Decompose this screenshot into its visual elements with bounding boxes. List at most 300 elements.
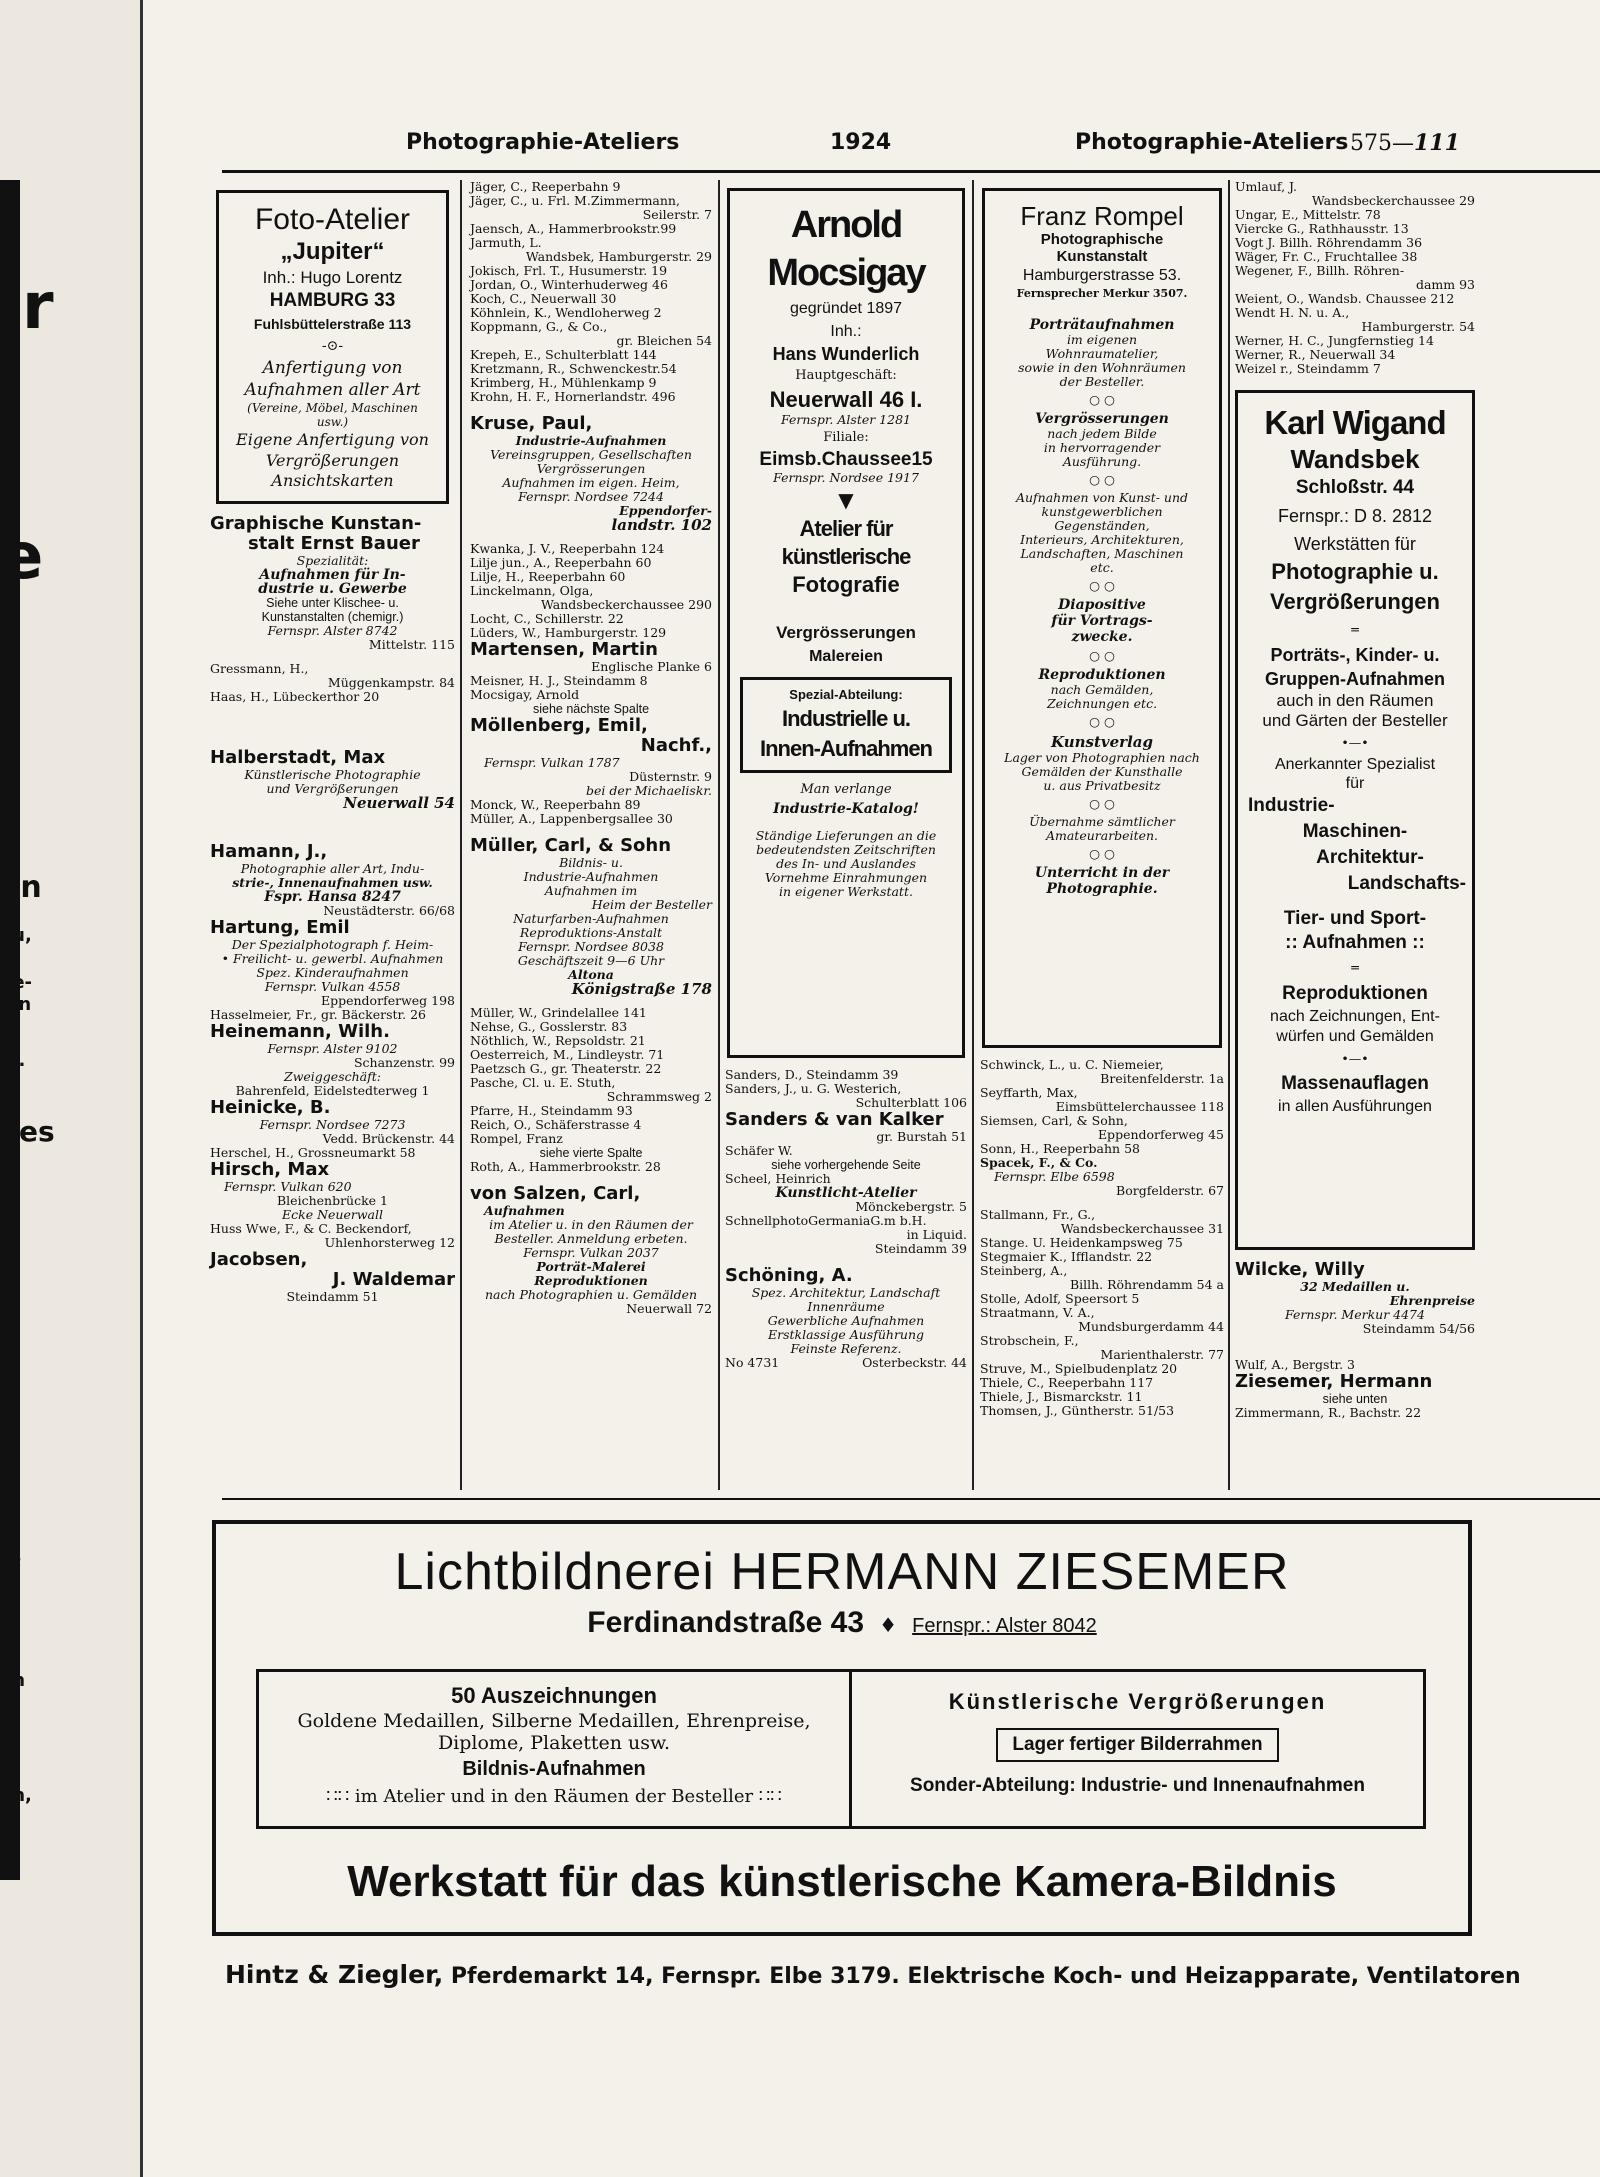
ad-text: Neuerwall 46 I. (769, 387, 923, 412)
entry-detail: Fernspr. Vulkan 4558 (264, 979, 401, 994)
ad-text: in eigener Werkstatt. (779, 884, 913, 899)
ad-text: Schloßstr. 44 (1295, 477, 1415, 498)
entry: Marienthalerstr. 77 (1100, 1347, 1224, 1362)
ad-text: Gemälden der Kunsthalle (1021, 764, 1183, 779)
entry-detail: Naturfarben-Aufnahmen (513, 911, 669, 926)
fragment: ır (0, 270, 54, 344)
entry: Müller, W., Grindelallee 141 (470, 1005, 647, 1020)
entry: Werner, H. C., Jungfernstieg 14 (1235, 333, 1434, 348)
previous-page-strip (0, 0, 143, 2177)
ornament: ○ ○ (1089, 472, 1115, 487)
fragment: B (0, 605, 14, 626)
ad-text: Porträts-, Kinder- u. (1270, 645, 1440, 665)
entry-detail: Fernspr. Alster 8742 (267, 623, 398, 638)
fragment: en (0, 870, 42, 905)
entry: gr. Bleichen 54 (616, 333, 712, 348)
entry-detail: Englische Planke 6 (591, 659, 712, 674)
ad-text: Ansichtskarten (271, 471, 394, 490)
ad-text: Eimsb.Chaussee15 (759, 449, 933, 470)
entry: Müller, A., Lappenbergsallee 30 (470, 811, 673, 826)
fragment: u (0, 950, 13, 971)
header-rule (222, 170, 1600, 173)
ad-text: Vornehme Einrahmungen (764, 870, 928, 885)
entry: Struve, M., Spielbudenplatz 20 (980, 1361, 1178, 1376)
ad-text: Kunstanstalt (1056, 248, 1148, 265)
entry-name: Möllenberg, Emil, (470, 715, 648, 736)
ad-text: Landschaften, Maschinen (1020, 546, 1184, 561)
entry-detail: 32 Medaillen u. (1300, 1279, 1410, 1294)
footer-text: Pferdemarkt 14, Fernspr. Elbe 3179. Elektrische Koch- und Heizapparate, Ventilatoren (443, 1964, 1521, 1989)
entry-detail: Spezialität: (296, 553, 369, 568)
entry: damm 93 (1415, 277, 1475, 292)
entry: Ungar, E., Mittelstr. 78 (1235, 207, 1381, 222)
entry-detail: Neuerwall 54 (343, 794, 455, 812)
entry: Kwanka, J. V., Reeperbahn 124 (470, 541, 665, 556)
entry-detail: gr. Burstah 51 (876, 1129, 967, 1144)
entry-detail: Altona (568, 967, 614, 982)
entry-detail: Bildnis- u. (559, 855, 623, 870)
entry-name: Heinemann, Wilh. (210, 1021, 390, 1042)
entry-name: Jacobsen, (210, 1249, 308, 1270)
entry: Straatmann, V. A., (980, 1305, 1095, 1320)
column-rule (460, 180, 462, 1490)
entry-detail: Neustädterstr. 66/68 (323, 903, 455, 918)
entry-detail: Photographie aller Art, Indu- (240, 861, 425, 876)
fragment: ı (0, 1016, 7, 1037)
ad-text: Hans Wunderlich (772, 344, 920, 364)
fragment: ol. (0, 1050, 26, 1071)
entry: Vogt J. Billh. Röhrendamm 36 (1235, 235, 1423, 250)
entry: Pasche, Cl. u. E. Stuth, (470, 1075, 616, 1090)
entry-detail: Aufnahmen im (544, 883, 638, 898)
entry: Jäger, C., Reeperbahn 9 (470, 179, 621, 194)
entry-name: Wilcke, Willy (1235, 1259, 1365, 1280)
entry-detail: siehe unten (1322, 1392, 1388, 1406)
entry-detail: Ecke Neuerwall (282, 1207, 383, 1222)
entry: Sanders, D., Steindamm 39 (725, 1067, 899, 1082)
ornament: ○ ○ (1089, 796, 1115, 811)
entry: Eimsbüttelerchaussee 118 (1055, 1099, 1224, 1114)
ad-text: Vergrösserungen (776, 623, 916, 642)
entry: Linckelmann, Olga, (470, 583, 594, 598)
ad-text: im eigenen (1066, 332, 1138, 347)
ad-text: u. aus Privatbesitz (1043, 778, 1161, 793)
entry: Schäfer W. (725, 1143, 793, 1158)
entry-detail: Der Spezialphotograph f. Heim- (231, 937, 434, 952)
entry-detail: Schanzenstr. 99 (353, 1055, 455, 1070)
entry-detail: Düsternstr. 9 (629, 769, 712, 784)
entry: Billh. Röhrendamm 54 a (1069, 1277, 1224, 1292)
ad-text: Wandsbek (1290, 444, 1420, 474)
ad-text: Vergrößerungen (1270, 589, 1440, 614)
entry-detail: Feinste Referenz. (790, 1341, 902, 1356)
entry: Sanders, J., u. G. Westerich, (725, 1081, 902, 1096)
ad-text: kunstgewerblichen (1041, 504, 1163, 519)
entry-detail: • Freilicht- u. gewerbl. Aufnahmen (221, 951, 444, 966)
entry-detail: Steindamm 54/56 (1362, 1321, 1475, 1336)
ad-text: für Vortrags- (1051, 613, 1153, 629)
ad-name: „Jupiter“ (280, 238, 385, 265)
ad-text: der Besteller. (1059, 374, 1145, 389)
entry-detail: Aufnahmen für In- (259, 567, 406, 583)
entry-detail: Königstraße 178 (571, 980, 712, 998)
entry: Köhnlein, K., Wendloherweg 2 (470, 305, 662, 320)
entry: Stallmann, Fr., G., (980, 1207, 1096, 1222)
ad-text: ∷∷ im Atelier und in den Räumen der Besteller ∷∷ (326, 1786, 782, 1807)
ornament: •—• (1341, 1051, 1369, 1066)
ad-text: Innen-Aufnahmen (760, 736, 932, 761)
entry: Kretzmann, R., Schwenckestr.54 (470, 361, 677, 376)
ad-text: Lager von Photographien nach (1004, 750, 1200, 765)
entry-detail: Gewerbliche Aufnahmen (767, 1313, 925, 1328)
entry-name: J. Waldemar (332, 1269, 455, 1290)
entry: Koch, C., Neuerwall 30 (470, 291, 617, 306)
ad-text: Industrielle u. (781, 706, 911, 731)
entry-detail: Bahrenfeld, Eidelstedterweg 1 (235, 1083, 430, 1098)
entry: Viercke G., Rathhausstr. 13 (1235, 221, 1409, 236)
entry: Thiele, J., Bismarckstr. 11 (980, 1389, 1143, 1404)
directory-page (140, 0, 1600, 2177)
entry: Wendt H. N. u. A., (1235, 305, 1350, 320)
fragment: ıie- (0, 972, 33, 993)
entry: Wegener, F., Billh. Röhren- (1235, 263, 1405, 278)
ornament: ○ ○ (1089, 392, 1115, 407)
ad-text: (Vereine, Möbel, Maschinen (247, 401, 418, 415)
ad-text: Aufnahmen aller Art (244, 380, 421, 400)
entry: Strobschein, F., (980, 1333, 1079, 1348)
fragment: en, (0, 1785, 32, 1806)
column-4 (980, 180, 1224, 1418)
entry-detail: Steindamm 51 (286, 1289, 379, 1304)
ad-title: Lichtbildnerei HERMANN ZIESEMER (394, 1543, 1290, 1601)
ad-text: Interieurs, Architekturen, (1020, 532, 1184, 547)
ad-text: Ausführung. (1062, 454, 1142, 469)
entry-name: Müller, Carl, & Sohn (470, 835, 672, 856)
entry: Mundsburgerdamm 44 (1078, 1319, 1224, 1334)
entry-detail: Mittelstr. 115 (368, 637, 455, 652)
entry-detail: dustrie u. Gewerbe (258, 581, 407, 597)
ad-text: Photographie u. (1271, 559, 1439, 584)
entry-list (470, 180, 712, 404)
column-rule (1228, 180, 1230, 1490)
entry: Wulf, A., Bergstr. 3 (1235, 1357, 1355, 1372)
ad-text: Photographie. (1046, 881, 1158, 897)
entry-name: Sanders & van Kalker (725, 1109, 944, 1130)
ad-text: Diapositive (1058, 597, 1146, 613)
entry-detail: bei der Michaeliskr. (586, 783, 712, 798)
column-5 (1235, 180, 1475, 1420)
ad-street: Fuhlsbüttelerstraße 113 (253, 316, 412, 332)
entry-detail: Neuerwall 72 (626, 1301, 712, 1316)
ad-frame-label: Lager fertiger Bilderrahmen (996, 1728, 1278, 1762)
ad-text: Sonder-Abteilung: Industrie- und Innenaufnahmen (910, 1775, 1365, 1796)
entry-name: von Salzen, Carl, (470, 1183, 641, 1204)
entry: Stange. U. Heidenkampsweg 75 (980, 1235, 1183, 1250)
entry: Roth, A., Hammerbrookstr. 28 (470, 1159, 661, 1174)
entry: Paetzsch G., gr. Theaterstr. 22 (470, 1061, 662, 1076)
fragment: au, (0, 925, 32, 946)
entry-detail: Fernspr. Vulkan 620 (224, 1179, 352, 1194)
entry-detail: Industrie-Aufnahmen (523, 869, 659, 884)
ad-text: gegründet 1897 (789, 300, 903, 317)
entry-detail: nach Photographien u. Gemälden (484, 1287, 698, 1302)
entry: Schulterblatt 106 (855, 1095, 967, 1110)
ad-phone: Fernspr.: Alster 8042 (912, 1615, 1097, 1637)
ad-text: Anerkannter Spezialist (1274, 756, 1436, 773)
entry: Eppendorferweg 45 (1097, 1127, 1224, 1142)
ad-text: Man verlange (800, 782, 892, 797)
running-head-year: 1924 (830, 130, 892, 155)
entry: Thiele, C., Reeperbahn 117 (980, 1375, 1154, 1390)
entry-detail: Eppendorferweg 198 (320, 993, 455, 1008)
ad-text: Fernspr. Alster 1281 (781, 412, 911, 427)
ad-text: Hamburgerstrasse 53. (1022, 267, 1182, 284)
entry: Stegmaier K., Ifflandstr. 22 (980, 1249, 1153, 1264)
entry-detail: Fernspr. Elbe 6598 (994, 1169, 1115, 1184)
ad-text: Hauptgeschäft: (795, 368, 897, 383)
ad-text: :: Aufnahmen :: (1285, 932, 1425, 953)
entry: Jäger, C., u. Frl. M.Zimmermann, (470, 193, 680, 208)
column-rule (972, 180, 974, 1490)
entry: Zimmermann, R., Bachstr. 22 (1235, 1405, 1422, 1420)
entry: Weizel r., Steindamm 7 (1235, 361, 1381, 376)
entry-detail: Fernspr. Nordsee 8038 (518, 939, 664, 954)
address: Osterbeckstr. 44 (862, 1355, 967, 1370)
ad-text: Fernsprecher Merkur 3507. (1016, 287, 1188, 300)
entry: SchnellphotoGermaniaG.m b.H. (725, 1213, 927, 1228)
running-head-left: Photographie-Ateliers (406, 130, 680, 155)
ornament: ═ (1351, 622, 1359, 637)
ad-text: Landschafts- (1347, 873, 1466, 894)
entry: Sonn, H., Reeperbahn 58 (980, 1141, 1140, 1156)
entry-detail: Fernspr. Merkur 4474 (1285, 1307, 1425, 1322)
entry: Mocsigay, Arnold (470, 687, 580, 702)
ad-text: Fernspr.: D 8. 2812 (1277, 506, 1433, 526)
entry: Lüders, W., Hamburgerstr. 129 (470, 625, 667, 640)
ad-text: Industrie-Katalog! (773, 801, 919, 817)
entry: Seilerstr. 7 (642, 207, 712, 222)
ad-owner: Inh.: Hugo Lorentz (262, 268, 403, 287)
ad-text: Goldene Medaillen, Silberne Medaillen, Ehrenpreise, (297, 1710, 811, 1732)
fragment: n (0, 1735, 13, 1756)
ad-text: Tier- und Sport- (1283, 908, 1427, 929)
entry: Scheel, Heinrich (725, 1171, 831, 1186)
entry: Spacek, F., & Co. (980, 1155, 1098, 1170)
entry: Huss Wwe, F., & C. Beckendorf, (210, 1221, 412, 1236)
ad-title: Karl Wigand (1264, 404, 1446, 441)
fragment: aft (0, 1555, 21, 1570)
fragment: e, (0, 1260, 20, 1281)
ad-text: Wohnraumatelier, (1045, 346, 1159, 361)
column-rule (718, 180, 720, 1490)
entry-name: Hartung, Emil (210, 917, 350, 938)
ad-text: Industrie- (1248, 795, 1335, 816)
entry-detail: Fernspr. Alster 9102 (267, 1041, 398, 1056)
entry: Thomsen, J., Güntherstr. 51/53 (980, 1403, 1175, 1418)
entry-name: Nachf., (640, 735, 712, 756)
columns-bottom-rule (222, 1498, 1600, 1500)
entry: siehe nächste Spalte (532, 702, 650, 716)
running-head-right: Photographie-Ateliers (1075, 130, 1349, 155)
ad-left-panel (259, 1672, 852, 1826)
entry: Meisner, H. J., Steindamm 8 (470, 673, 648, 688)
entry-detail: Aufnahmen (484, 1203, 565, 1218)
entry-name: Kruse, Paul, (470, 413, 593, 434)
entry: Umlauf, J. (1235, 179, 1298, 194)
ad-text: 50 Auszeichnungen (451, 1683, 657, 1708)
entry-name: Hirsch, Max (210, 1159, 330, 1180)
ad-text: Bildnis-Aufnahmen (462, 1758, 646, 1780)
entry: Haas, H., Lübeckerthor 20 (210, 689, 380, 704)
entry-detail: Eppendorfer- (619, 503, 712, 518)
ad-text: Werkstätten für (1294, 534, 1416, 554)
entry-detail: Fspr. Hansa 8247 (264, 889, 401, 905)
entry: Uhlenhorsterweg 12 (324, 1235, 455, 1250)
jupiter-ad (216, 190, 449, 504)
entry: Krepeh, E., Schulterblatt 144 (470, 347, 657, 362)
entry-name: Halberstadt, Max (210, 747, 386, 768)
entry-name: stalt Ernst Bauer (248, 533, 420, 554)
ad-text: würfen und Gemälden (1276, 1028, 1434, 1045)
ornament: •—• (1341, 735, 1369, 750)
entry-name: Heinicke, B. (210, 1097, 331, 1118)
ad-text: Porträtaufnahmen (1029, 317, 1175, 333)
entry-name: Ziesemer, Hermann (1235, 1371, 1433, 1392)
ad-text: nach Zeichnungen, Ent- (1270, 1008, 1440, 1025)
column-2 (470, 180, 712, 1316)
entry-detail: Reproduktionen (534, 1273, 648, 1288)
entry-detail: Fernspr. Nordsee 7273 (259, 1117, 406, 1132)
entry: Monck, W., Reeperbahn 89 (470, 797, 641, 812)
ornament: ○ ○ (1089, 578, 1115, 593)
ad-text: nach Gemälden, (1050, 682, 1154, 697)
ad-text: Reproduktionen (1038, 667, 1166, 683)
fragment: e (0, 520, 44, 594)
entry-detail: Vereinsgruppen, Gesellschaften (490, 447, 692, 462)
entry: Steinberg, A., (980, 1263, 1068, 1278)
entry-name: Hamann, J., (210, 841, 328, 862)
phone: No 4731 (725, 1355, 780, 1370)
entry: Müggenkampstr. 84 (327, 675, 455, 690)
entry-detail: strie-, Innenaufnahmen usw. (232, 875, 433, 890)
entry: Koppmann, G., & Co., (470, 319, 608, 334)
diamond-icon: ♦ (879, 1613, 898, 1637)
ad-text: Fernspr. Nordsee 1917 (773, 470, 919, 485)
ad-text: Aufnahmen von Kunst- und (1015, 490, 1189, 505)
entry-name: Graphische Kunstan- (210, 513, 422, 534)
entry-name: Martensen, Martin (470, 639, 658, 660)
fragment: ees (0, 1115, 55, 1148)
entry: Schwinck, L., u. C. Niemeier, (980, 1057, 1164, 1072)
entry-detail: Vergrösserungen (536, 461, 646, 476)
ornament: -⊙- (321, 338, 344, 354)
entry: Wandsbek, Hamburgerstr. 29 (525, 249, 712, 264)
entry: Lilje, H., Reeperbahn 60 (470, 569, 626, 584)
entry: Pfarre, H., Steindamm 93 (470, 1103, 633, 1118)
entry: Wäger, Fr. C., Fruchtallee 38 (1235, 249, 1418, 264)
entry-detail: landstr. 102 (611, 516, 712, 534)
entry-detail: Fernspr. Vulkan 2037 (523, 1245, 659, 1260)
entry: Weient, O., Wandsb. Chaussee 212 (1235, 291, 1455, 306)
ad-text: etc. (1090, 560, 1114, 575)
footer-company: Hintz & Ziegler, (225, 1960, 444, 1989)
entry: Breitenfelderstr. 1a (1100, 1071, 1224, 1086)
entry-detail: und Vergrößerungen (266, 781, 399, 796)
entry-detail: Siehe unter Klischee- u. (266, 596, 399, 610)
entry: Locht, C., Schillerstr. 22 (470, 611, 624, 626)
ad-city: HAMBURG 33 (269, 290, 396, 311)
ad-text: Zeichnungen etc. (1046, 696, 1158, 711)
ad-text: Eigene Anfertigung von (236, 430, 429, 449)
ad-title: Franz Rompel (1020, 201, 1184, 231)
ad-street: Ferdinandstraße 43 (587, 1606, 865, 1639)
entry-detail: Reproduktions-Anstalt (519, 925, 663, 940)
ad-text: nach jedem Bilde (1047, 426, 1157, 441)
fragment: n (0, 1210, 13, 1231)
entry: Herschel, H., Grossneumarkt 58 (210, 1145, 416, 1160)
ornament: ○ ○ (1089, 648, 1115, 663)
ad-slogan: Werkstatt für das künstlerische Kamera-Bildnis (347, 1857, 1337, 1906)
entry: Wandsbeckerchaussee 290 (540, 597, 712, 612)
fragment: n (0, 1370, 22, 1405)
entry: Steindamm 39 (874, 1241, 967, 1256)
entry: Gressmann, H., (210, 661, 309, 676)
entry-detail: Aufnahmen im eigen. Heim, (502, 475, 680, 490)
entry: Seyffarth, Max, (980, 1085, 1078, 1100)
ad-text: Unterricht in der (1034, 865, 1170, 881)
ad-text: Photographische (1040, 231, 1164, 248)
entry-detail: Innenräume (807, 1299, 885, 1314)
entry-detail: Spez. Architektur, Landschaft (751, 1285, 941, 1300)
entry: siehe vorhergehende Seite (771, 1158, 921, 1172)
special-department-box (740, 677, 952, 773)
ad-text: Atelier für künstlerische (781, 516, 911, 569)
entry: Schrammsweg 2 (606, 1089, 712, 1104)
entry: Jordan, O., Winterhuderweg 46 (470, 277, 668, 292)
fragment: ıen (0, 994, 32, 1015)
entry: Wandsbeckerchaussee 29 (1311, 193, 1475, 208)
ziesemer-ad (212, 1520, 1472, 1936)
ad-title: Foto-Atelier (254, 203, 411, 236)
ad-text: Gegenständen, (1054, 518, 1150, 533)
entry: Jarmuth, L. (470, 235, 542, 250)
ad-text: des In- und Auslandes (776, 856, 916, 871)
ad-text: Architektur- (1316, 847, 1424, 868)
ad-text: Malereien (809, 648, 883, 665)
entry-detail: Besteller. Anmeldung erbeten. (494, 1231, 688, 1246)
entry: Wandsbeckerchaussee 31 (1060, 1221, 1224, 1236)
entry-detail: Künstlerische Photographie (244, 767, 421, 782)
ad-text: Fotografie (792, 572, 900, 597)
fragment: l (0, 1415, 7, 1436)
ad-inner-box (256, 1669, 1426, 1829)
ad-text: Vergrösserungen (1035, 411, 1169, 427)
rompel-ad (982, 188, 1222, 1048)
column-3 (725, 180, 967, 1370)
entry: Werner, R., Neuerwall 34 (1235, 347, 1396, 362)
entry: Nöthlich, W., Repsoldstr. 21 (470, 1033, 646, 1048)
ad-text: bedeutendsten Zeitschriften (756, 842, 936, 857)
ad-text: Inh.: (830, 323, 862, 340)
entry: Stolle, Adolf, Speersort 5 (980, 1291, 1140, 1306)
entry: Siemsen, Carl, & Sohn, (980, 1113, 1128, 1128)
entry: Krohn, H. F., Hornerlandstr. 496 (470, 389, 676, 404)
ad-text: Amateurarbeiten. (1045, 828, 1159, 843)
entry-detail: Porträt-Malerei (536, 1259, 646, 1274)
ad-text: Übernahme sämtlicher (1029, 814, 1175, 829)
ad-text: Diplome, Plaketten usw. (437, 1732, 671, 1754)
entry-detail: Industrie-Aufnahmen (515, 433, 667, 448)
